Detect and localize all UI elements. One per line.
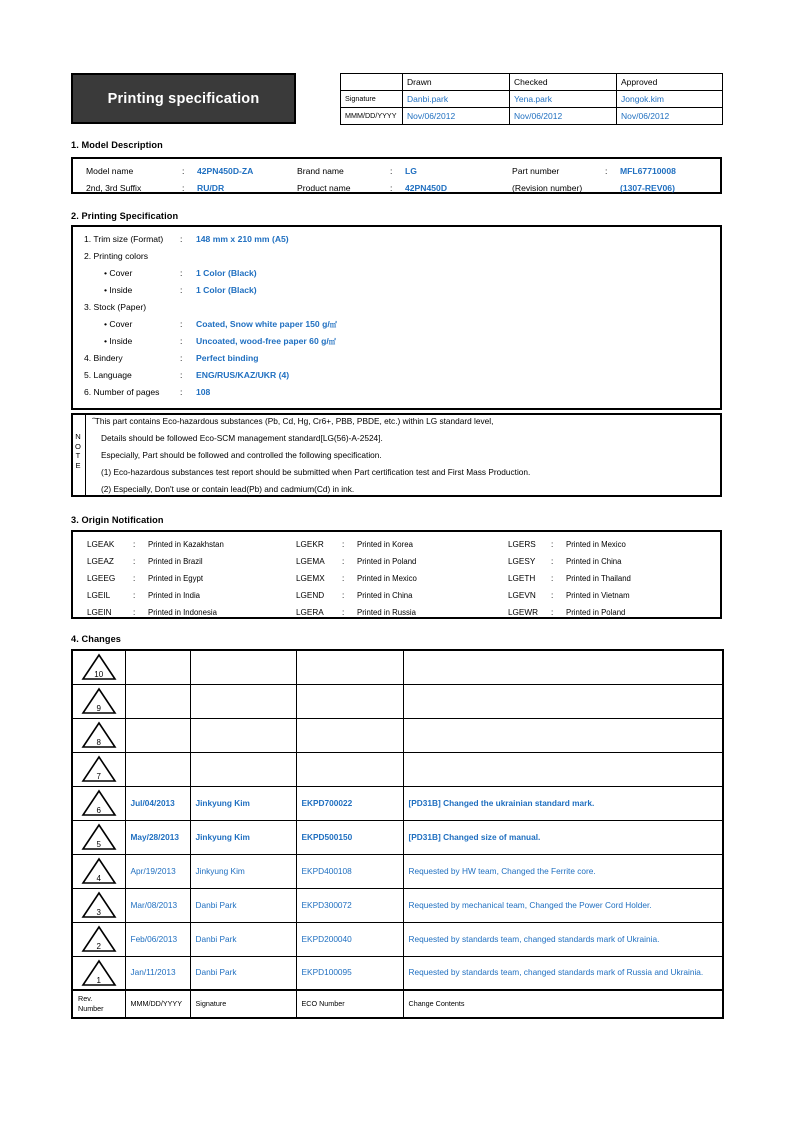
change-eco-number (296, 752, 403, 786)
signature-col-checked: Checked (510, 74, 617, 91)
origin-text: Printed in Russia (357, 608, 416, 617)
revision-marker-cell (72, 922, 125, 956)
change-signature (190, 718, 296, 752)
legend-eco-number: ECO Number (296, 990, 403, 1018)
date-checked-value: Nov/06/2012 (510, 108, 617, 125)
legend-change-contents: Change Contents (403, 990, 723, 1018)
change-signature: Danbi Park (190, 888, 296, 922)
origin-text: Printed in Mexico (357, 574, 417, 583)
legend-signature: Signature (190, 990, 296, 1018)
change-contents: Requested by HW team, Changed the Ferrite core. (403, 854, 723, 888)
section-1-heading: 1. Model Description (71, 140, 163, 150)
revision-number: 2 (96, 942, 101, 951)
change-eco-number: EKPD300072 (296, 888, 403, 922)
revision-number: 1 (96, 975, 101, 985)
table-row (72, 888, 723, 922)
change-contents: [PD31B] Changed size of manual. (403, 820, 723, 854)
origin-colon: : (342, 608, 345, 617)
legend-rev-number: Rev. Number (72, 990, 125, 1018)
origin-code: LGERA (296, 608, 324, 617)
date-drawn-value: Nov/06/2012 (403, 108, 510, 125)
note-line: (1) Eco-hazardous substances test report should be submitted when Part certification test and First Mass Production. (101, 467, 531, 477)
origin-colon: : (133, 574, 136, 583)
origin-colon: : (133, 608, 136, 617)
spec-item-colon: : (180, 370, 183, 380)
origin-colon: : (551, 557, 554, 566)
revision-number: 4 (96, 874, 101, 883)
table-row (341, 108, 723, 125)
table-row (72, 684, 723, 718)
changes-table (71, 649, 724, 1019)
signature-approved-value: Jongok.kim (617, 91, 723, 108)
table-row (72, 820, 723, 854)
origin-colon: : (133, 557, 136, 566)
change-date: Feb/06/2013 (125, 922, 190, 956)
change-date: Apr/19/2013 (125, 854, 190, 888)
revision-marker-cell (72, 650, 125, 684)
table-row (72, 752, 723, 786)
signature-col-approved: Approved (617, 74, 723, 91)
revision-marker-cell (72, 752, 125, 786)
part-number-label: Part number (512, 166, 560, 176)
product-name-value: 42PN450D (405, 183, 448, 193)
spec-item-colon: : (180, 336, 183, 346)
signature-col-drawn: Drawn (403, 74, 510, 91)
warning-triangle-icon (81, 721, 117, 749)
spec-item-label: 4. Bindery (84, 353, 123, 363)
change-contents (403, 650, 723, 684)
spec-item-label: • Cover (104, 268, 133, 278)
revision-number-value: (1307-REV06) (620, 183, 675, 193)
origin-colon: : (133, 540, 136, 549)
page-title: Printing specification (107, 90, 260, 107)
change-eco-number: EKPD200040 (296, 922, 403, 956)
origin-text: Printed in Egypt (148, 574, 204, 583)
model-name-value: 42PN450D-ZA (197, 166, 254, 176)
change-eco-number (296, 650, 403, 684)
origin-code: LGEWR (508, 608, 539, 617)
revision-marker-cell (72, 888, 125, 922)
origin-code: LGEMX (296, 574, 325, 583)
origin-code: LGEKR (296, 540, 324, 549)
change-signature: Jinkyung Kim (190, 854, 296, 888)
section-3-heading: 3. Origin Notification (71, 515, 164, 525)
change-date (125, 650, 190, 684)
change-contents: Requested by standards team, changed standards mark of Russia and Ukrainia. (403, 956, 723, 990)
suffix-colon: : (182, 183, 185, 193)
warning-triangle-icon (81, 653, 117, 681)
note-line: Details should be followed Eco-SCM management standard[LG(56)-A-2524]. (101, 433, 383, 443)
part-number-colon: : (605, 166, 608, 176)
note-divider (85, 413, 86, 497)
change-date (125, 752, 190, 786)
spec-item-label: 1. Trim size (Format) (84, 234, 164, 244)
table-row (72, 786, 723, 820)
spec-item-value: 1 Color (Black) (196, 285, 257, 295)
spec-item-label: 6. Number of pages (84, 387, 160, 397)
printing-specification-box (71, 225, 722, 410)
change-contents: Requested by mechanical team, Changed the Power Cord Holder. (403, 888, 723, 922)
origin-colon: : (342, 557, 345, 566)
origin-code: LGEAK (87, 540, 115, 549)
warning-triangle-icon (81, 857, 117, 885)
brand-name-colon: : (390, 166, 393, 176)
origin-code: LGERS (508, 540, 536, 549)
origin-code: LGETH (508, 574, 536, 583)
table-row (341, 91, 723, 108)
model-name-colon: : (182, 166, 185, 176)
origin-text: Printed in India (148, 591, 201, 600)
unit-gsm: ㎡ (328, 339, 336, 346)
change-signature (190, 684, 296, 718)
origin-colon: : (551, 591, 554, 600)
origin-text: Printed in Korea (357, 540, 413, 549)
spec-item-label: 5. Language (84, 370, 132, 380)
change-date: Jan/11/2013 (125, 956, 190, 990)
spec-item-value: Coated, Snow white paper 150 g/㎡ (196, 319, 337, 329)
suffix-value: RU/DR (197, 183, 225, 193)
legend-date: MMM/DD/YYYY (125, 990, 190, 1018)
spec-item-colon: : (180, 285, 183, 295)
spec-item-value: 108 (196, 387, 211, 397)
origin-code: LGEND (296, 591, 325, 600)
signature-row-label: Signature (341, 91, 403, 108)
warning-triangle-icon (81, 823, 117, 851)
origin-colon: : (551, 540, 554, 549)
brand-name-label: Brand name (297, 166, 344, 176)
spec-item-colon: : (180, 234, 183, 244)
warning-triangle-icon (81, 925, 117, 953)
spec-item-label: • Inside (104, 285, 133, 295)
warning-triangle-icon (81, 789, 117, 817)
change-signature: Jinkyung Kim (190, 820, 296, 854)
warning-triangle-icon (81, 891, 117, 919)
origin-text: Printed in Brazil (148, 557, 203, 566)
origin-text: Printed in China (566, 557, 622, 566)
spec-item-value: 148 mm x 210 mm (A5) (196, 234, 289, 244)
revision-number: 9 (96, 704, 101, 713)
product-name-label: Product name (297, 183, 351, 193)
origin-code: LGESY (508, 557, 536, 566)
origin-colon: : (133, 591, 136, 600)
change-date: Mar/08/2013 (125, 888, 190, 922)
change-eco-number: EKPD100095 (296, 956, 403, 990)
origin-code: LGEIL (87, 591, 111, 600)
origin-code: LGEVN (508, 591, 536, 600)
change-date: Jul/04/2013 (125, 786, 190, 820)
spec-item-value: ENG/RUS/KAZ/UKR (4) (196, 370, 290, 380)
table-row (72, 718, 723, 752)
note-vertical-label: N O T E (75, 432, 81, 470)
change-signature (190, 650, 296, 684)
origin-colon: : (551, 608, 554, 617)
revision-marker-cell (72, 854, 125, 888)
signature-approval-table (340, 73, 723, 125)
section-4-heading: 4. Changes (71, 634, 122, 644)
spec-item-label: • Cover (104, 319, 133, 329)
change-eco-number (296, 684, 403, 718)
change-eco-number: EKPD400108 (296, 854, 403, 888)
change-signature: Jinkyung Kim (190, 786, 296, 820)
section-2-heading: 2. Printing Specification (71, 211, 179, 221)
revision-number: 6 (96, 806, 101, 815)
spec-item-value: Uncoated, wood-free paper 60 g/㎡ (196, 336, 336, 346)
origin-text: Printed in Kazakhstan (148, 540, 224, 549)
revision-marker-cell (72, 684, 125, 718)
change-contents: [PD31B] Changed the ukrainian standard mark. (403, 786, 723, 820)
origin-text: Printed in Indonesia (148, 608, 217, 617)
date-approved-value: Nov/06/2012 (617, 108, 723, 125)
change-signature (190, 752, 296, 786)
revision-number: 10 (94, 670, 104, 680)
product-name-colon: : (390, 183, 393, 193)
table-row (72, 956, 723, 990)
revision-number-label: (Revision number) (512, 183, 583, 193)
change-date: May/28/2013 (125, 820, 190, 854)
spec-item-label: • Inside (104, 336, 133, 346)
revision-number: 7 (96, 772, 101, 781)
document-title-box (71, 73, 296, 124)
origin-code: LGEAZ (87, 557, 114, 566)
table-row (341, 74, 723, 91)
note-line: ˝This part contains Eco-hazardous substances (Pb, Cd, Hg, Cr6+, PBB, PBDE, etc.) within LG standard level, (92, 416, 494, 426)
note-line: Especially, Part should be followed and controlled the following specification. (101, 450, 382, 460)
unit-gsm: ㎡ (329, 322, 337, 329)
table-row (72, 854, 723, 888)
origin-colon: : (342, 574, 345, 583)
revision-marker-cell (72, 820, 125, 854)
revision-number: 8 (96, 738, 101, 747)
spec-item-value: 1 Color (Black) (196, 268, 257, 278)
origin-colon: : (342, 540, 345, 549)
spec-item-label: 2. Printing colors (84, 251, 149, 261)
date-row-label: MMM/DD/YYYY (341, 108, 403, 125)
part-number-value: MFL67710008 (620, 166, 676, 176)
spec-item-colon: : (180, 387, 183, 397)
origin-code: LGEEG (87, 574, 116, 583)
origin-text: Printed in Poland (357, 557, 417, 566)
brand-name-value: LG (405, 166, 417, 176)
change-date (125, 684, 190, 718)
warning-triangle-icon (81, 687, 117, 715)
origin-colon: : (551, 574, 554, 583)
origin-text: Printed in China (357, 591, 413, 600)
revision-marker-cell (72, 956, 125, 990)
spec-item-colon: : (180, 319, 183, 329)
change-signature: Danbi Park (190, 922, 296, 956)
spec-item-label: 3. Stock (Paper) (84, 302, 147, 312)
signature-corner-cell (341, 74, 403, 91)
revision-number: 5 (96, 840, 101, 849)
origin-text: Printed in Poland (566, 608, 626, 617)
note-line: (2) Especially, Don't use or contain lead(Pb) and cadmium(Cd) in ink. (101, 484, 355, 494)
origin-text: Printed in Mexico (566, 540, 626, 549)
change-eco-number (296, 718, 403, 752)
origin-colon: : (342, 591, 345, 600)
change-date (125, 718, 190, 752)
change-contents (403, 718, 723, 752)
signature-drawn-value: Danbi.park (403, 91, 510, 108)
model-name-label: Model name (86, 166, 134, 176)
change-eco-number: EKPD700022 (296, 786, 403, 820)
change-contents: Requested by standards team, changed standards mark of Ukrainia. (403, 922, 723, 956)
change-contents (403, 752, 723, 786)
origin-code: LGEIN (87, 608, 112, 617)
revision-number: 3 (96, 908, 101, 917)
change-contents (403, 684, 723, 718)
origin-text: Printed in Thailand (566, 574, 631, 583)
spec-item-colon: : (180, 353, 183, 363)
revision-marker-cell (72, 786, 125, 820)
revision-marker-cell (72, 718, 125, 752)
table-row (72, 650, 723, 684)
table-row (72, 990, 723, 1018)
spec-item-colon: : (180, 268, 183, 278)
signature-checked-value: Yena.park (510, 91, 617, 108)
warning-triangle-icon (81, 959, 117, 987)
spec-item-value: Perfect binding (196, 353, 259, 363)
suffix-label: 2nd, 3rd Suffix (86, 183, 142, 193)
origin-text: Printed in Vietnam (566, 591, 630, 600)
change-eco-number: EKPD500150 (296, 820, 403, 854)
table-row (72, 922, 723, 956)
change-signature: Danbi Park (190, 956, 296, 990)
origin-code: LGEMA (296, 557, 325, 566)
warning-triangle-icon (81, 755, 117, 783)
